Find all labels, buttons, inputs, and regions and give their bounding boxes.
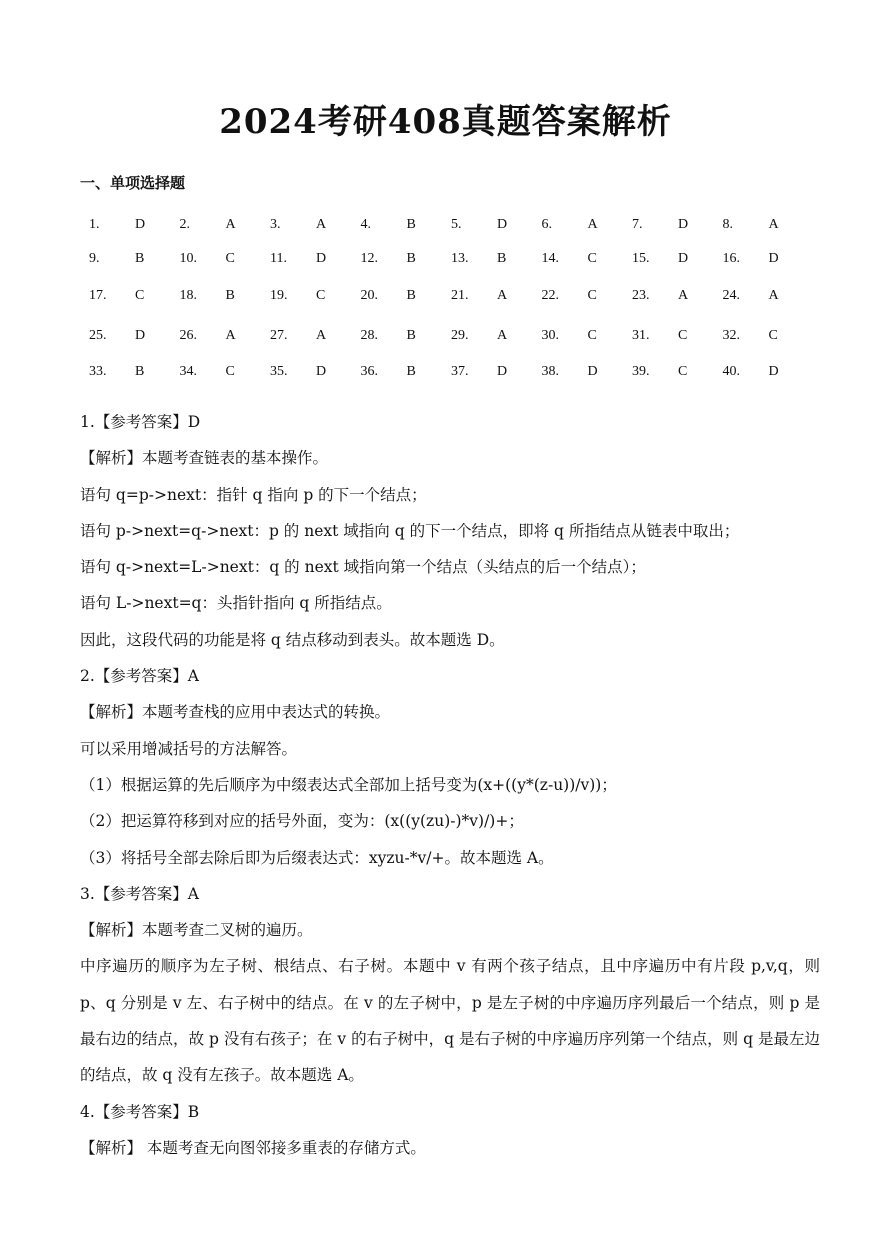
answer-heading-4: 4.【参考答案】B (80, 1102, 200, 1121)
question-number: 9. (89, 251, 100, 266)
question-number: 28. (360, 328, 378, 343)
answer-letter: C (135, 288, 145, 303)
body-line: 因此，这段代码的功能是将 q 结点移动到表头。故本题选 D。 (80, 630, 505, 649)
answer-letter: B (135, 251, 145, 266)
body-line: （1）根据运算的先后顺序为中缀表达式全部加上括号变为(x+((y*(z-u))/v))； (80, 775, 617, 794)
section-heading: 一、单项选择题 (80, 174, 186, 192)
question-number: 29. (451, 328, 469, 343)
page-title: 2024考研408真题答案解析 (219, 102, 672, 142)
question-number: 24. (722, 288, 740, 303)
question-number: 38. (541, 364, 559, 379)
question-number: 26. (179, 328, 197, 343)
answer-letter: A (316, 217, 327, 232)
body-line: 语句 p->next=q->next：p 的 next 域指向 q 的下一个结点，即将 q 所指结点从链表中取出； (80, 521, 740, 540)
question-number: 30. (541, 328, 559, 343)
answer-letter: D (678, 217, 689, 232)
question-number: 4. (360, 217, 371, 232)
question-number: 35. (270, 364, 288, 379)
question-number: 23. (632, 288, 650, 303)
question-number: 21. (451, 288, 469, 303)
question-number: 18. (179, 288, 197, 303)
answer-letter: C (316, 288, 326, 303)
body-line: （2）把运算符移到对应的括号外面，变为：(x((y(zu)-)*v)/)+； (80, 812, 524, 831)
answer-letter: A (225, 217, 236, 232)
answer-letter: C (587, 251, 597, 266)
answer-grid (0, 0, 891, 400)
question-number: 15. (632, 251, 650, 266)
question-number: 7. (632, 217, 643, 232)
question-number: 8. (722, 217, 733, 232)
question-number: 39. (632, 364, 650, 379)
answer-letter: A (587, 217, 598, 232)
question-number: 11. (270, 251, 287, 266)
answer-letter: C (768, 328, 778, 343)
answer-letter: A (497, 288, 508, 303)
question-number: 27. (270, 328, 288, 343)
answer-letter: C (678, 364, 688, 379)
answer-letter: B (406, 328, 416, 343)
answer-letter: B (225, 288, 235, 303)
answer-letter: B (135, 364, 145, 379)
question-number: 17. (89, 288, 107, 303)
analysis-line: 【解析】本题考查二叉树的遍历。 (80, 921, 313, 940)
question-number: 13. (451, 251, 469, 266)
explanation-body (80, 404, 820, 1166)
body-line: 语句 L->next=q：头指针指向 q 所指结点。 (80, 594, 392, 613)
analysis-line: 【解析】本题考查栈的应用中表达式的转换。 (80, 703, 391, 722)
question-number: 19. (270, 288, 288, 303)
answer-letter: D (497, 364, 508, 379)
answer-heading-3: 3.【参考答案】A (80, 884, 199, 903)
question-number: 12. (360, 251, 378, 266)
question-number: 33. (89, 364, 107, 379)
answer-letter: D (135, 217, 146, 232)
answer-letter: D (768, 364, 779, 379)
answer-letter: B (406, 364, 416, 379)
question-number: 20. (360, 288, 378, 303)
question-number: 34. (179, 364, 197, 379)
answer-letter: A (225, 328, 236, 343)
answer-letter: D (135, 328, 146, 343)
answer-letter: C (678, 328, 688, 343)
answer-heading-2: 2.【参考答案】A (80, 667, 199, 686)
answer-letter: A (768, 288, 779, 303)
body-line: （3）将括号全部去除后即为后缀表达式：xyzu-*v/+。故本题选 A。 (80, 848, 554, 867)
question-number: 1. (89, 217, 100, 232)
analysis-line: 【解析】本题考查链表的基本操作。 (80, 449, 329, 468)
answer-letter: B (406, 251, 416, 266)
answer-letter: A (497, 328, 508, 343)
question-number: 14. (541, 251, 559, 266)
answer-letter: D (768, 251, 779, 266)
question-number: 10. (179, 251, 197, 266)
question-number: 36. (360, 364, 378, 379)
answer-letter: D (316, 364, 327, 379)
question-number: 37. (451, 364, 469, 379)
answer-letter: B (406, 217, 416, 232)
answer-letter: C (587, 328, 597, 343)
question-number: 2. (179, 217, 190, 232)
answer-letter: D (678, 251, 689, 266)
answer-letter: B (497, 251, 507, 266)
answer-letter: A (316, 328, 327, 343)
answer-letter: C (225, 364, 235, 379)
answer-letter: D (316, 251, 327, 266)
question-number: 32. (722, 328, 740, 343)
body-paragraph: 中序遍历的顺序为左子树、根结点、右子树。本题中 v 有两个孩子结点，且中序遍历中有片段 p,v,q，则 p、q 分别是 v 左、右子树中的结点。在 v 的左子树中，p 是左子树的中序遍历序列最后一个结点，则 p 是最右边的结点，故 p 没有右孩子；在 v 的右子树中，q 是右子树的中序遍历序列第一个结点，则 q 是最左边的结点，故 q 没有左孩子。故本题选 A。 (80, 957, 820, 1085)
answer-letter: B (406, 288, 416, 303)
analysis-line: 【解析】 本题考查无向图邻接多重表的存储方式。 (80, 1138, 426, 1157)
answer-letter: D (587, 364, 598, 379)
body-line: 语句 q->next=L->next：q 的 next 域指向第一个结点（头结点的后一个结点）； (80, 558, 646, 577)
question-number: 31. (632, 328, 650, 343)
answer-letter: A (768, 217, 779, 232)
answer-letter: D (497, 217, 508, 232)
question-number: 16. (722, 251, 740, 266)
question-number: 6. (541, 217, 552, 232)
answer-letter: C (225, 251, 235, 266)
answer-heading-1: 1.【参考答案】D (80, 413, 201, 431)
body-line: 语句 q=p->next：指针 q 指向 p 的下一个结点； (80, 485, 427, 504)
answer-letter: C (587, 288, 597, 303)
question-number: 25. (89, 328, 107, 343)
body-line: 可以采用增减括号的方法解答。 (80, 739, 298, 758)
answer-letter: A (678, 288, 689, 303)
question-number: 5. (451, 217, 462, 232)
question-number: 3. (270, 217, 281, 232)
question-number: 40. (722, 364, 740, 379)
question-number: 22. (541, 288, 559, 303)
